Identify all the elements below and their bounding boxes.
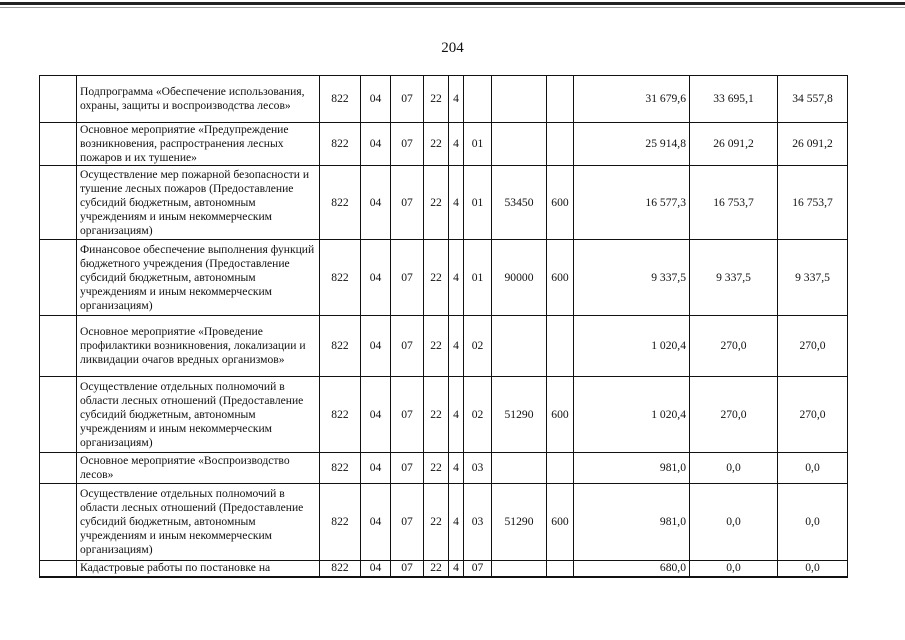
cell-year2: 16 753,7	[690, 166, 778, 240]
cell-rz: 04	[361, 166, 391, 240]
cell-expense-type: 600	[547, 166, 574, 240]
cell-year3: 270,0	[778, 316, 848, 377]
cell-expense-type: 600	[547, 240, 574, 316]
row-number-cell	[40, 166, 77, 240]
row-name: Основное мероприятие «Проведение профилактики возникновения, локализации и ликвидации очагов вредных организмов»	[77, 316, 320, 377]
cell-year1: 31 679,6	[574, 76, 690, 123]
cell-rz: 04	[361, 316, 391, 377]
cell-pr: 07	[391, 166, 424, 240]
cell-direction: 51290	[492, 377, 547, 453]
cell-direction: 90000	[492, 240, 547, 316]
cell-gr: 822	[320, 377, 361, 453]
cell-year1: 1 020,4	[574, 316, 690, 377]
cell-year3: 0,0	[778, 453, 848, 484]
cell-program: 22	[424, 453, 449, 484]
row-name: Финансовое обеспечение выполнения функций бюджетного учреждения (Предоставление субсидий бюджетным, автономным учреждениям и иным некоммерческим организациям)	[77, 240, 320, 316]
cell-expense-type	[547, 76, 574, 123]
cell-event	[464, 76, 492, 123]
cell-subprogram: 4	[449, 123, 464, 166]
cell-event: 07	[464, 561, 492, 577]
row-number-cell	[40, 240, 77, 316]
cell-year2: 0,0	[690, 561, 778, 577]
cell-program: 22	[424, 316, 449, 377]
cell-pr: 07	[391, 561, 424, 577]
cell-rz: 04	[361, 377, 391, 453]
row-number-cell	[40, 561, 77, 577]
cell-gr: 822	[320, 240, 361, 316]
table-row	[40, 240, 848, 316]
cell-subprogram: 4	[449, 484, 464, 561]
cell-expense-type	[547, 316, 574, 377]
cell-year2: 33 695,1	[690, 76, 778, 123]
row-name: Подпрограмма «Обеспечение использования, охраны, защиты и воспроизводства лесов»	[77, 76, 320, 123]
cell-gr: 822	[320, 123, 361, 166]
cell-pr: 07	[391, 76, 424, 123]
cell-year2: 270,0	[690, 316, 778, 377]
cell-gr: 822	[320, 76, 361, 123]
cell-gr: 822	[320, 316, 361, 377]
top-border-line-thin	[0, 7, 905, 8]
cell-subprogram: 4	[449, 240, 464, 316]
cell-direction: 53450	[492, 166, 547, 240]
cell-year1: 9 337,5	[574, 240, 690, 316]
cell-year1: 16 577,3	[574, 166, 690, 240]
cell-direction	[492, 76, 547, 123]
cell-year3: 0,0	[778, 484, 848, 561]
table-row	[40, 377, 848, 453]
cell-program: 22	[424, 123, 449, 166]
cell-subprogram: 4	[449, 316, 464, 377]
cell-expense-type: 600	[547, 484, 574, 561]
cell-event: 01	[464, 123, 492, 166]
table-row	[40, 484, 848, 561]
cell-program: 22	[424, 240, 449, 316]
cell-year3: 34 557,8	[778, 76, 848, 123]
cell-subprogram: 4	[449, 166, 464, 240]
cell-gr: 822	[320, 166, 361, 240]
cell-subprogram: 4	[449, 561, 464, 577]
cell-subprogram: 4	[449, 453, 464, 484]
cell-year1: 981,0	[574, 453, 690, 484]
cell-year1: 1 020,4	[574, 377, 690, 453]
cell-rz: 04	[361, 453, 391, 484]
cell-year1: 25 914,8	[574, 123, 690, 166]
table-row	[40, 76, 848, 123]
cell-direction	[492, 561, 547, 577]
cell-program: 22	[424, 377, 449, 453]
cell-expense-type	[547, 123, 574, 166]
cell-event: 03	[464, 453, 492, 484]
cell-pr: 07	[391, 123, 424, 166]
table-row	[40, 123, 848, 166]
row-number-cell	[40, 123, 77, 166]
row-name: Осуществление мер пожарной безопасности и тушение лесных пожаров (Предоставление субсидий бюджетным, автономным учреждениям и иным некоммерческим организациям)	[77, 166, 320, 240]
cell-pr: 07	[391, 484, 424, 561]
cell-pr: 07	[391, 240, 424, 316]
cell-year2: 270,0	[690, 377, 778, 453]
cell-gr: 822	[320, 561, 361, 577]
cell-year3: 16 753,7	[778, 166, 848, 240]
cell-gr: 822	[320, 453, 361, 484]
cell-year3: 26 091,2	[778, 123, 848, 166]
cell-event: 02	[464, 316, 492, 377]
cell-pr: 07	[391, 453, 424, 484]
cell-program: 22	[424, 561, 449, 577]
cell-subprogram: 4	[449, 377, 464, 453]
row-number-cell	[40, 316, 77, 377]
table-row	[40, 316, 848, 377]
cell-rz: 04	[361, 123, 391, 166]
row-name: Основное мероприятие «Предупреждение возникновения, распространения лесных пожаров и их тушение»	[77, 123, 320, 166]
cell-year1: 981,0	[574, 484, 690, 561]
cell-year3: 9 337,5	[778, 240, 848, 316]
table-row	[40, 166, 848, 240]
row-number-cell	[40, 377, 77, 453]
top-border-line	[0, 2, 905, 5]
cell-rz: 04	[361, 240, 391, 316]
cell-year2: 0,0	[690, 484, 778, 561]
row-name: Осуществление отдельных полномочий в области лесных отношений (Предоставление субсидий бюджетным, автономным учреждениям и иным некоммерческим организациям)	[77, 377, 320, 453]
cell-event: 01	[464, 240, 492, 316]
cell-subprogram: 4	[449, 76, 464, 123]
cell-year1: 680,0	[574, 561, 690, 577]
row-name: Кадастровые работы по постановке на	[77, 561, 320, 577]
cell-rz: 04	[361, 561, 391, 577]
page-number: 204	[441, 40, 464, 56]
cell-pr: 07	[391, 316, 424, 377]
cell-year3: 0,0	[778, 561, 848, 577]
cell-event: 02	[464, 377, 492, 453]
row-name: Осуществление отдельных полномочий в области лесных отношений (Предоставление субсидий бюджетным, автономным учреждениям и иным некоммерческим организациям)	[77, 484, 320, 561]
table-row	[40, 561, 848, 577]
cell-year3: 270,0	[778, 377, 848, 453]
cell-direction	[492, 123, 547, 166]
cell-event: 03	[464, 484, 492, 561]
table-row	[40, 453, 848, 484]
cell-direction: 51290	[492, 484, 547, 561]
cell-rz: 04	[361, 76, 391, 123]
cell-expense-type	[547, 453, 574, 484]
budget-table	[39, 75, 848, 578]
row-number-cell	[40, 76, 77, 123]
cell-year2: 26 091,2	[690, 123, 778, 166]
row-number-cell	[40, 453, 77, 484]
cell-pr: 07	[391, 377, 424, 453]
cell-program: 22	[424, 166, 449, 240]
cell-direction	[492, 316, 547, 377]
row-number-cell	[40, 484, 77, 561]
cell-gr: 822	[320, 484, 361, 561]
cell-direction	[492, 453, 547, 484]
cell-event: 01	[464, 166, 492, 240]
cell-rz: 04	[361, 484, 391, 561]
cell-program: 22	[424, 484, 449, 561]
cell-year2: 9 337,5	[690, 240, 778, 316]
cell-expense-type	[547, 561, 574, 577]
row-name: Основное мероприятие «Воспроизводство лесов»	[77, 453, 320, 484]
cell-expense-type: 600	[547, 377, 574, 453]
cell-year2: 0,0	[690, 453, 778, 484]
cell-program: 22	[424, 76, 449, 123]
